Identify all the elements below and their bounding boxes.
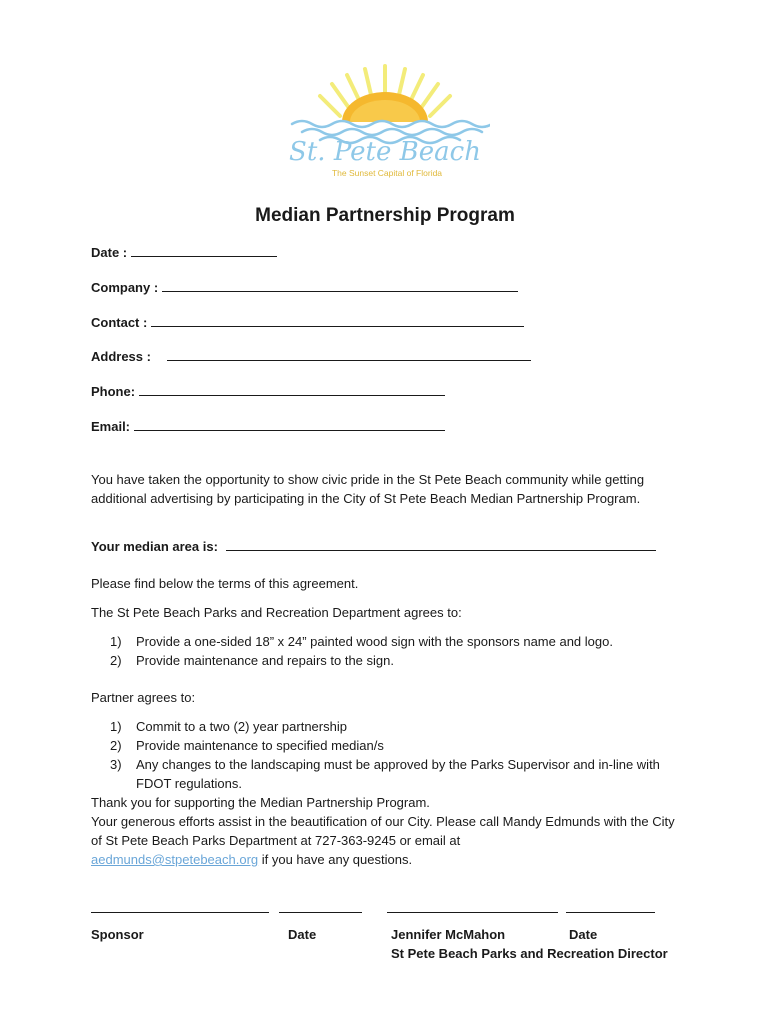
- address-label: Address :: [91, 349, 151, 364]
- email-link[interactable]: aedmunds@stpetebeach.org: [91, 852, 259, 867]
- dept-agrees-heading: The St Pete Beach Parks and Recreation Department agrees to:: [91, 605, 462, 620]
- closing-line-2: of St Pete Beach Parks Department at 727-363-9245 or email at: [91, 833, 461, 848]
- closing-line-3: [91, 850, 691, 869]
- closing-line-1: Your generous efforts assist in the beautification of our City. Please call Mandy Edmunds with the City: [91, 814, 675, 829]
- sponsor-date-line[interactable]: [279, 912, 362, 913]
- date-label: Date :: [91, 245, 128, 260]
- director-name: Jennifer McMahon: [391, 927, 506, 942]
- st-pete-beach-logo: [280, 60, 490, 185]
- contact-field[interactable]: [91, 314, 524, 330]
- sponsor-signature-line[interactable]: [91, 912, 269, 913]
- thanks-line: Thank you for supporting the Median Partnership Program.: [91, 795, 430, 810]
- median-area-field[interactable]: [91, 538, 656, 554]
- list-item: 1) Commit to a two (2) year partnership: [110, 719, 347, 734]
- company-field[interactable]: [91, 279, 518, 295]
- director-date-label: Date: [569, 927, 598, 942]
- list-item: 2) Provide maintenance and repairs to the sign.: [110, 653, 394, 668]
- date-field[interactable]: [91, 244, 277, 260]
- terms-intro: Please find below the terms of this agreement.: [91, 576, 359, 591]
- list-item: 1) Provide a one-sided 18” x 24” painted wood sign with the sponsors name and logo.: [110, 634, 613, 649]
- logo-tagline: The Sunset Capital of Florida: [331, 168, 443, 178]
- email-field[interactable]: [91, 418, 445, 434]
- logo-wordmark: St. Pete Beach: [289, 137, 481, 167]
- company-label: Company :: [91, 280, 159, 295]
- partner-agrees-heading: Partner agrees to:: [91, 690, 196, 705]
- phone-label: Phone:: [91, 384, 136, 399]
- closing-tail: if you have any questions.: [258, 852, 413, 867]
- sponsor-label: Sponsor: [91, 927, 144, 942]
- list-item: 2) Provide maintenance to specified median/s: [110, 738, 384, 753]
- address-field[interactable]: [91, 348, 531, 364]
- director-title: St Pete Beach Parks and Recreation Director: [391, 946, 668, 961]
- median-area-label: Your median area is:: [91, 539, 218, 554]
- partner-terms-list: [110, 717, 710, 793]
- director-date-line[interactable]: [566, 912, 655, 913]
- phone-field[interactable]: [91, 383, 445, 399]
- intro-paragraph: You have taken the opportunity to show civic pride in the St Pete Beach community while getting additional advertising by participating in the City of St Pete Beach Median Partnership Program.: [91, 472, 645, 506]
- page-title: Median Partnership Program: [255, 205, 515, 226]
- list-item: 3) Any changes to the landscaping must be approved by the Parks Supervisor and in-line with FDOT regulations.: [110, 757, 660, 791]
- sponsor-date-label: Date: [288, 927, 317, 942]
- director-signature-line[interactable]: [387, 912, 558, 913]
- dept-terms-list: [110, 632, 710, 670]
- contact-label: Contact :: [91, 315, 148, 330]
- email-label: Email:: [91, 419, 131, 434]
